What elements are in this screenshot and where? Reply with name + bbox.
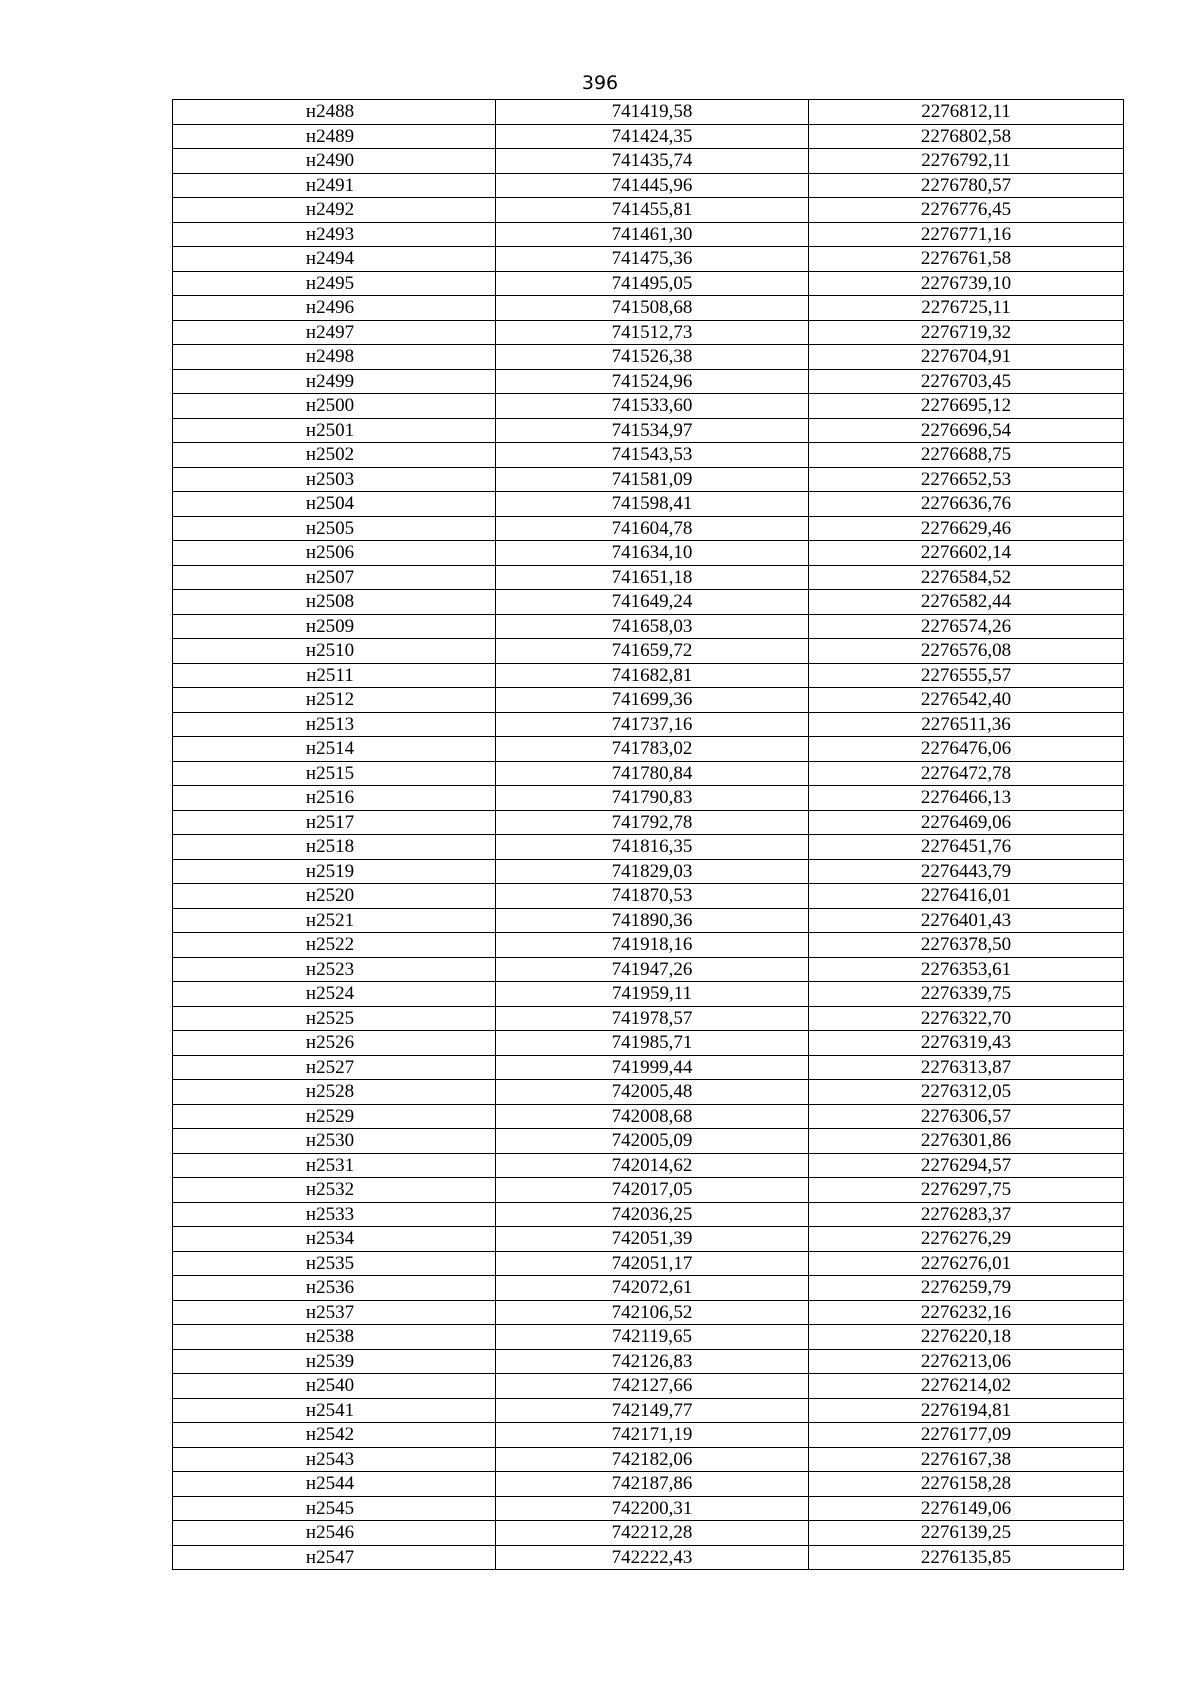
x-coordinate-cell: 741918,16 <box>496 933 809 958</box>
table-row <box>173 1251 1124 1276</box>
point-id-cell: н2511 <box>173 663 496 688</box>
y-coordinate-cell: 2276312,05 <box>809 1080 1124 1105</box>
x-coordinate-cell: 741435,74 <box>496 149 809 174</box>
y-coordinate-cell: 2276652,53 <box>809 467 1124 492</box>
point-id-cell: н2546 <box>173 1521 496 1546</box>
table-row <box>173 1447 1124 1472</box>
point-id-cell: н2541 <box>173 1398 496 1423</box>
point-id-cell: н2520 <box>173 884 496 909</box>
x-coordinate-cell: 742149,77 <box>496 1398 809 1423</box>
point-id-cell: н2533 <box>173 1202 496 1227</box>
x-coordinate-cell: 741526,38 <box>496 345 809 370</box>
y-coordinate-cell: 2276220,18 <box>809 1325 1124 1350</box>
table-row <box>173 1423 1124 1448</box>
table-row <box>173 1129 1124 1154</box>
table-row <box>173 271 1124 296</box>
table-row <box>173 1276 1124 1301</box>
y-coordinate-cell: 2276576,08 <box>809 639 1124 664</box>
y-coordinate-cell: 2276214,02 <box>809 1374 1124 1399</box>
table-row <box>173 198 1124 223</box>
point-id-cell: н2497 <box>173 320 496 345</box>
x-coordinate-cell: 742072,61 <box>496 1276 809 1301</box>
y-coordinate-cell: 2276177,09 <box>809 1423 1124 1448</box>
table-row <box>173 639 1124 664</box>
y-coordinate-cell: 2276776,45 <box>809 198 1124 223</box>
y-coordinate-cell: 2276695,12 <box>809 394 1124 419</box>
point-id-cell: н2525 <box>173 1006 496 1031</box>
point-id-cell: н2532 <box>173 1178 496 1203</box>
y-coordinate-cell: 2276802,58 <box>809 124 1124 149</box>
y-coordinate-cell: 2276719,32 <box>809 320 1124 345</box>
x-coordinate-cell: 741461,30 <box>496 222 809 247</box>
point-id-cell: н2534 <box>173 1227 496 1252</box>
table-row <box>173 1521 1124 1546</box>
y-coordinate-cell: 2276469,06 <box>809 810 1124 835</box>
point-id-cell: н2501 <box>173 418 496 443</box>
table-row <box>173 1472 1124 1497</box>
x-coordinate-cell: 742036,25 <box>496 1202 809 1227</box>
table-row <box>173 1300 1124 1325</box>
point-id-cell: н2540 <box>173 1374 496 1399</box>
x-coordinate-cell: 741581,09 <box>496 467 809 492</box>
x-coordinate-cell: 742005,09 <box>496 1129 809 1154</box>
x-coordinate-cell: 741524,96 <box>496 369 809 394</box>
point-id-cell: н2528 <box>173 1080 496 1105</box>
table-row <box>173 467 1124 492</box>
point-id-cell: н2504 <box>173 492 496 517</box>
y-coordinate-cell: 2276339,75 <box>809 982 1124 1007</box>
y-coordinate-cell: 2276451,76 <box>809 835 1124 860</box>
x-coordinate-cell: 741424,35 <box>496 124 809 149</box>
point-id-cell: н2522 <box>173 933 496 958</box>
table-row <box>173 761 1124 786</box>
y-coordinate-cell: 2276696,54 <box>809 418 1124 443</box>
x-coordinate-cell: 741534,97 <box>496 418 809 443</box>
y-coordinate-cell: 2276276,29 <box>809 1227 1124 1252</box>
x-coordinate-cell: 741598,41 <box>496 492 809 517</box>
x-coordinate-cell: 741829,03 <box>496 859 809 884</box>
y-coordinate-cell: 2276472,78 <box>809 761 1124 786</box>
table-row <box>173 1104 1124 1129</box>
y-coordinate-cell: 2276416,01 <box>809 884 1124 909</box>
point-id-cell: н2491 <box>173 173 496 198</box>
x-coordinate-cell: 741947,26 <box>496 957 809 982</box>
table-row <box>173 614 1124 639</box>
point-id-cell: н2535 <box>173 1251 496 1276</box>
point-id-cell: н2516 <box>173 786 496 811</box>
y-coordinate-cell: 2276297,75 <box>809 1178 1124 1203</box>
y-coordinate-cell: 2276276,01 <box>809 1251 1124 1276</box>
point-id-cell: н2517 <box>173 810 496 835</box>
y-coordinate-cell: 2276792,11 <box>809 149 1124 174</box>
y-coordinate-cell: 2276149,06 <box>809 1496 1124 1521</box>
table-row <box>173 1398 1124 1423</box>
point-id-cell: н2530 <box>173 1129 496 1154</box>
point-id-cell: н2505 <box>173 516 496 541</box>
point-id-cell: н2494 <box>173 247 496 272</box>
table-row <box>173 933 1124 958</box>
table-row <box>173 173 1124 198</box>
x-coordinate-cell: 742127,66 <box>496 1374 809 1399</box>
point-id-cell: н2523 <box>173 957 496 982</box>
x-coordinate-cell: 741604,78 <box>496 516 809 541</box>
y-coordinate-cell: 2276574,26 <box>809 614 1124 639</box>
point-id-cell: н2529 <box>173 1104 496 1129</box>
x-coordinate-cell: 741792,78 <box>496 810 809 835</box>
point-id-cell: н2518 <box>173 835 496 860</box>
table-row <box>173 1374 1124 1399</box>
y-coordinate-cell: 2276511,36 <box>809 712 1124 737</box>
y-coordinate-cell: 2276232,16 <box>809 1300 1124 1325</box>
x-coordinate-cell: 742212,28 <box>496 1521 809 1546</box>
table-row <box>173 1031 1124 1056</box>
x-coordinate-cell: 741699,36 <box>496 688 809 713</box>
y-coordinate-cell: 2276703,45 <box>809 369 1124 394</box>
table-row <box>173 957 1124 982</box>
point-id-cell: н2521 <box>173 908 496 933</box>
x-coordinate-cell: 741445,96 <box>496 173 809 198</box>
point-id-cell: н2506 <box>173 541 496 566</box>
y-coordinate-cell: 2276378,50 <box>809 933 1124 958</box>
y-coordinate-cell: 2276322,70 <box>809 1006 1124 1031</box>
y-coordinate-cell: 2276582,44 <box>809 590 1124 615</box>
x-coordinate-cell: 741455,81 <box>496 198 809 223</box>
y-coordinate-cell: 2276139,25 <box>809 1521 1124 1546</box>
point-id-cell: н2500 <box>173 394 496 419</box>
y-coordinate-cell: 2276542,40 <box>809 688 1124 713</box>
point-id-cell: н2547 <box>173 1545 496 1570</box>
point-id-cell: н2519 <box>173 859 496 884</box>
point-id-cell: н2513 <box>173 712 496 737</box>
table-row <box>173 247 1124 272</box>
point-id-cell: н2527 <box>173 1055 496 1080</box>
point-id-cell: н2514 <box>173 737 496 762</box>
point-id-cell: н2531 <box>173 1153 496 1178</box>
x-coordinate-cell: 741475,36 <box>496 247 809 272</box>
x-coordinate-cell: 742017,05 <box>496 1178 809 1203</box>
point-id-cell: н2515 <box>173 761 496 786</box>
table-row <box>173 884 1124 909</box>
point-id-cell: н2507 <box>173 565 496 590</box>
y-coordinate-cell: 2276313,87 <box>809 1055 1124 1080</box>
table-row <box>173 1080 1124 1105</box>
y-coordinate-cell: 2276259,79 <box>809 1276 1124 1301</box>
x-coordinate-cell: 741985,71 <box>496 1031 809 1056</box>
page-number: 396 <box>581 72 619 94</box>
table-row <box>173 810 1124 835</box>
point-id-cell: н2499 <box>173 369 496 394</box>
point-id-cell: н2492 <box>173 198 496 223</box>
table-row <box>173 443 1124 468</box>
y-coordinate-cell: 2276167,38 <box>809 1447 1124 1472</box>
coordinates-table <box>172 99 1124 1570</box>
y-coordinate-cell: 2276780,57 <box>809 173 1124 198</box>
table-row <box>173 345 1124 370</box>
point-id-cell: н2498 <box>173 345 496 370</box>
table-row <box>173 1178 1124 1203</box>
point-id-cell: н2496 <box>173 296 496 321</box>
x-coordinate-cell: 741959,11 <box>496 982 809 1007</box>
y-coordinate-cell: 2276761,58 <box>809 247 1124 272</box>
table-row <box>173 859 1124 884</box>
x-coordinate-cell: 741508,68 <box>496 296 809 321</box>
point-id-cell: н2537 <box>173 1300 496 1325</box>
x-coordinate-cell: 742051,39 <box>496 1227 809 1252</box>
point-id-cell: н2539 <box>173 1349 496 1374</box>
x-coordinate-cell: 742222,43 <box>496 1545 809 1570</box>
point-id-cell: н2510 <box>173 639 496 664</box>
table-row <box>173 222 1124 247</box>
table-row <box>173 590 1124 615</box>
point-id-cell: н2488 <box>173 100 496 125</box>
point-id-cell: н2538 <box>173 1325 496 1350</box>
x-coordinate-cell: 742171,19 <box>496 1423 809 1448</box>
x-coordinate-cell: 741737,16 <box>496 712 809 737</box>
x-coordinate-cell: 741512,73 <box>496 320 809 345</box>
point-id-cell: н2544 <box>173 1472 496 1497</box>
y-coordinate-cell: 2276301,86 <box>809 1129 1124 1154</box>
point-id-cell: н2495 <box>173 271 496 296</box>
y-coordinate-cell: 2276636,76 <box>809 492 1124 517</box>
point-id-cell: н2512 <box>173 688 496 713</box>
point-id-cell: н2545 <box>173 1496 496 1521</box>
table-row <box>173 1202 1124 1227</box>
table-row <box>173 1227 1124 1252</box>
table-row <box>173 149 1124 174</box>
y-coordinate-cell: 2276812,11 <box>809 100 1124 125</box>
y-coordinate-cell: 2276466,13 <box>809 786 1124 811</box>
table-row <box>173 663 1124 688</box>
x-coordinate-cell: 741533,60 <box>496 394 809 419</box>
table-row <box>173 124 1124 149</box>
table-row <box>173 1006 1124 1031</box>
table-row <box>173 541 1124 566</box>
y-coordinate-cell: 2276194,81 <box>809 1398 1124 1423</box>
point-id-cell: н2524 <box>173 982 496 1007</box>
x-coordinate-cell: 742182,06 <box>496 1447 809 1472</box>
point-id-cell: н2503 <box>173 467 496 492</box>
point-id-cell: н2490 <box>173 149 496 174</box>
x-coordinate-cell: 741978,57 <box>496 1006 809 1031</box>
point-id-cell: н2543 <box>173 1447 496 1472</box>
x-coordinate-cell: 741682,81 <box>496 663 809 688</box>
x-coordinate-cell: 741649,24 <box>496 590 809 615</box>
table-row <box>173 835 1124 860</box>
table-row <box>173 296 1124 321</box>
x-coordinate-cell: 741783,02 <box>496 737 809 762</box>
x-coordinate-cell: 742119,65 <box>496 1325 809 1350</box>
y-coordinate-cell: 2276688,75 <box>809 443 1124 468</box>
y-coordinate-cell: 2276771,16 <box>809 222 1124 247</box>
point-id-cell: н2542 <box>173 1423 496 1448</box>
table-row <box>173 418 1124 443</box>
x-coordinate-cell: 741890,36 <box>496 908 809 933</box>
x-coordinate-cell: 742014,62 <box>496 1153 809 1178</box>
y-coordinate-cell: 2276443,79 <box>809 859 1124 884</box>
point-id-cell: н2508 <box>173 590 496 615</box>
table-row <box>173 516 1124 541</box>
table-row <box>173 712 1124 737</box>
y-coordinate-cell: 2276319,43 <box>809 1031 1124 1056</box>
point-id-cell: н2536 <box>173 1276 496 1301</box>
x-coordinate-cell: 741816,35 <box>496 835 809 860</box>
x-coordinate-cell: 742126,83 <box>496 1349 809 1374</box>
y-coordinate-cell: 2276135,85 <box>809 1545 1124 1570</box>
coordinates-table-body <box>173 100 1124 1570</box>
y-coordinate-cell: 2276213,06 <box>809 1349 1124 1374</box>
table-row <box>173 1496 1124 1521</box>
table-row <box>173 100 1124 125</box>
x-coordinate-cell: 741651,18 <box>496 565 809 590</box>
x-coordinate-cell: 741999,44 <box>496 1055 809 1080</box>
point-id-cell: н2493 <box>173 222 496 247</box>
x-coordinate-cell: 741780,84 <box>496 761 809 786</box>
table-row <box>173 320 1124 345</box>
y-coordinate-cell: 2276602,14 <box>809 541 1124 566</box>
y-coordinate-cell: 2276158,28 <box>809 1472 1124 1497</box>
x-coordinate-cell: 742005,48 <box>496 1080 809 1105</box>
y-coordinate-cell: 2276725,11 <box>809 296 1124 321</box>
x-coordinate-cell: 742051,17 <box>496 1251 809 1276</box>
y-coordinate-cell: 2276476,06 <box>809 737 1124 762</box>
table-row <box>173 688 1124 713</box>
y-coordinate-cell: 2276629,46 <box>809 516 1124 541</box>
table-row <box>173 565 1124 590</box>
table-row <box>173 737 1124 762</box>
table-row <box>173 1055 1124 1080</box>
y-coordinate-cell: 2276555,57 <box>809 663 1124 688</box>
table-row <box>173 1325 1124 1350</box>
x-coordinate-cell: 741495,05 <box>496 271 809 296</box>
y-coordinate-cell: 2276584,52 <box>809 565 1124 590</box>
x-coordinate-cell: 741659,72 <box>496 639 809 664</box>
table-row <box>173 1545 1124 1570</box>
x-coordinate-cell: 741419,58 <box>496 100 809 125</box>
point-id-cell: н2502 <box>173 443 496 468</box>
x-coordinate-cell: 742106,52 <box>496 1300 809 1325</box>
x-coordinate-cell: 741790,83 <box>496 786 809 811</box>
x-coordinate-cell: 741543,53 <box>496 443 809 468</box>
table-row <box>173 908 1124 933</box>
y-coordinate-cell: 2276401,43 <box>809 908 1124 933</box>
point-id-cell: н2526 <box>173 1031 496 1056</box>
y-coordinate-cell: 2276306,57 <box>809 1104 1124 1129</box>
x-coordinate-cell: 742200,31 <box>496 1496 809 1521</box>
table-row <box>173 394 1124 419</box>
y-coordinate-cell: 2276294,57 <box>809 1153 1124 1178</box>
y-coordinate-cell: 2276283,37 <box>809 1202 1124 1227</box>
table-row <box>173 1153 1124 1178</box>
x-coordinate-cell: 741870,53 <box>496 884 809 909</box>
x-coordinate-cell: 741658,03 <box>496 614 809 639</box>
point-id-cell: н2489 <box>173 124 496 149</box>
x-coordinate-cell: 742187,86 <box>496 1472 809 1497</box>
table-row <box>173 369 1124 394</box>
y-coordinate-cell: 2276739,10 <box>809 271 1124 296</box>
y-coordinate-cell: 2276704,91 <box>809 345 1124 370</box>
table-row <box>173 786 1124 811</box>
table-row <box>173 492 1124 517</box>
table-row <box>173 1349 1124 1374</box>
point-id-cell: н2509 <box>173 614 496 639</box>
table-row <box>173 982 1124 1007</box>
x-coordinate-cell: 742008,68 <box>496 1104 809 1129</box>
y-coordinate-cell: 2276353,61 <box>809 957 1124 982</box>
x-coordinate-cell: 741634,10 <box>496 541 809 566</box>
